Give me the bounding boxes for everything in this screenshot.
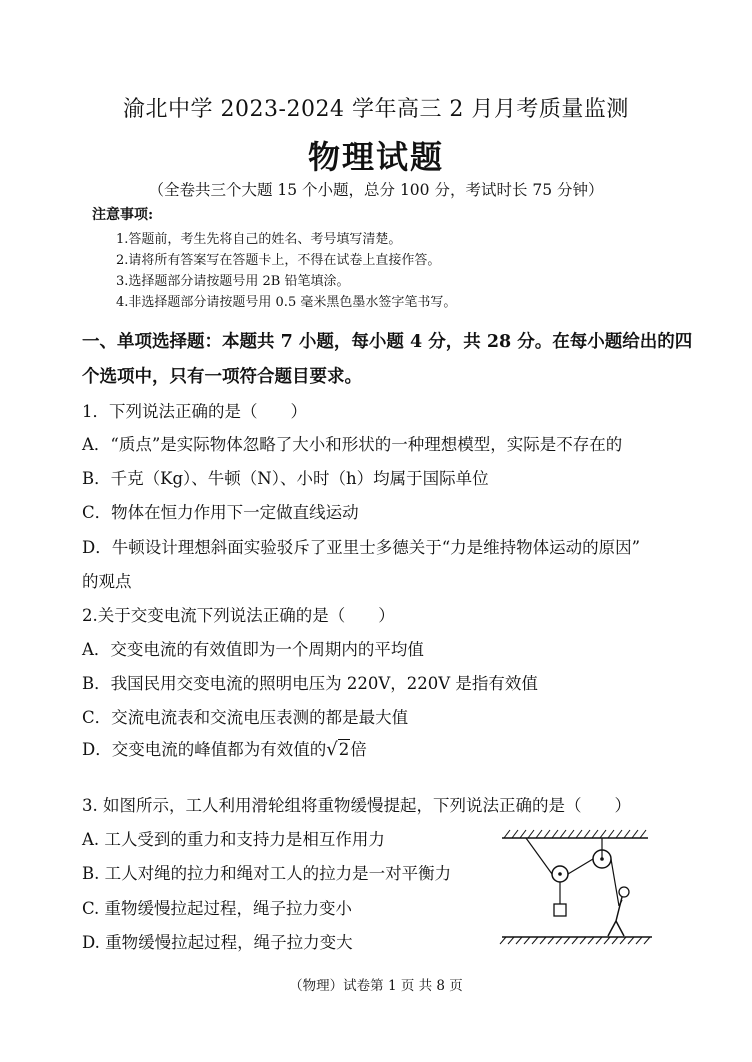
notice-item: 1.答题前，考生先将自己的姓名、考号填写清楚。 [116, 232, 402, 247]
sqrt-two: √2 [326, 739, 350, 760]
q1-option-c: C．物体在恒力作用下一定做直线运动 [82, 503, 359, 522]
q2-stem: 2.关于交变电流下列说法正确的是（ ） [82, 606, 395, 625]
school-title: 渝北中学 2023-2024 学年高三 2 月月考质量监测 [123, 97, 629, 122]
q1-option-a: A．“质点”是实际物体忽略了大小和形状的一种理想模型，实际是不存在的 [82, 435, 623, 454]
q2-option-d-suffix: 倍 [350, 740, 367, 759]
q2-option-a: A．交变电流的有效值即为一个周期内的平均值 [82, 640, 424, 659]
section-heading-line2: 个选项中，只有一项符合题目要求。 [82, 367, 362, 387]
q2-option-d [82, 736, 367, 760]
q2-option-c: C．交流电流表和交流电压表测的都是最大值 [82, 708, 409, 727]
page-footer: （物理）试卷第 1 页 共 8 页 [289, 978, 463, 994]
exam-info: （全卷共三个大题 15 个小题，总分 100 分，考试时长 75 分钟） [148, 181, 604, 199]
q3-option-c: C. 重物缓慢拉起过程，绳子拉力变小 [82, 899, 353, 918]
q3-stem: 3. 如图所示，工人利用滑轮组将重物缓慢提起，下列说法正确的是（ ） [82, 796, 631, 815]
subject-title: 物理试题 [307, 138, 444, 176]
q1-option-d: D．牛顿设计理想斜面实验驳斥了亚里士多德关于“力是维持物体运动的原因” [82, 538, 641, 557]
q1-option-d-cont: 的观点 [82, 572, 132, 591]
notice-item: 4.非选择题部分请按题号用 0.5 毫米黑色墨水签字笔书写。 [116, 295, 457, 310]
notice-item: 3.选择题部分请按题号用 2B 铅笔填涂。 [116, 274, 350, 289]
q3-option-a: A. 工人受到的重力和支持力是相互作用力 [82, 830, 385, 849]
q2-option-b: B．我国民用交变电流的照明电压为 220V，220V 是指有效值 [82, 674, 538, 693]
q2-option-d-text: D．交变电流的峰值都为有效值的 [82, 740, 327, 759]
pulley-diagram [498, 826, 658, 950]
notice-heading: 注意事项: [92, 207, 154, 223]
notice-item: 2.请将所有答案写在答题卡上，不得在试卷上直接作答。 [116, 253, 441, 268]
q3-option-d: D. 重物缓慢拉起过程，绳子拉力变大 [82, 933, 353, 952]
section-heading-line1: 一、单项选择题：本题共 7 小题，每小题 4 分，共 28 分。在每小题给出的四 [82, 332, 693, 352]
q1-option-b: B．千克（Kg）、牛顿（N）、小时（h）均属于国际单位 [82, 469, 489, 488]
q3-option-b: B. 工人对绳的拉力和绳对工人的拉力是一对平衡力 [82, 864, 452, 883]
q1-stem: 1．下列说法正确的是（ ） [82, 402, 307, 421]
